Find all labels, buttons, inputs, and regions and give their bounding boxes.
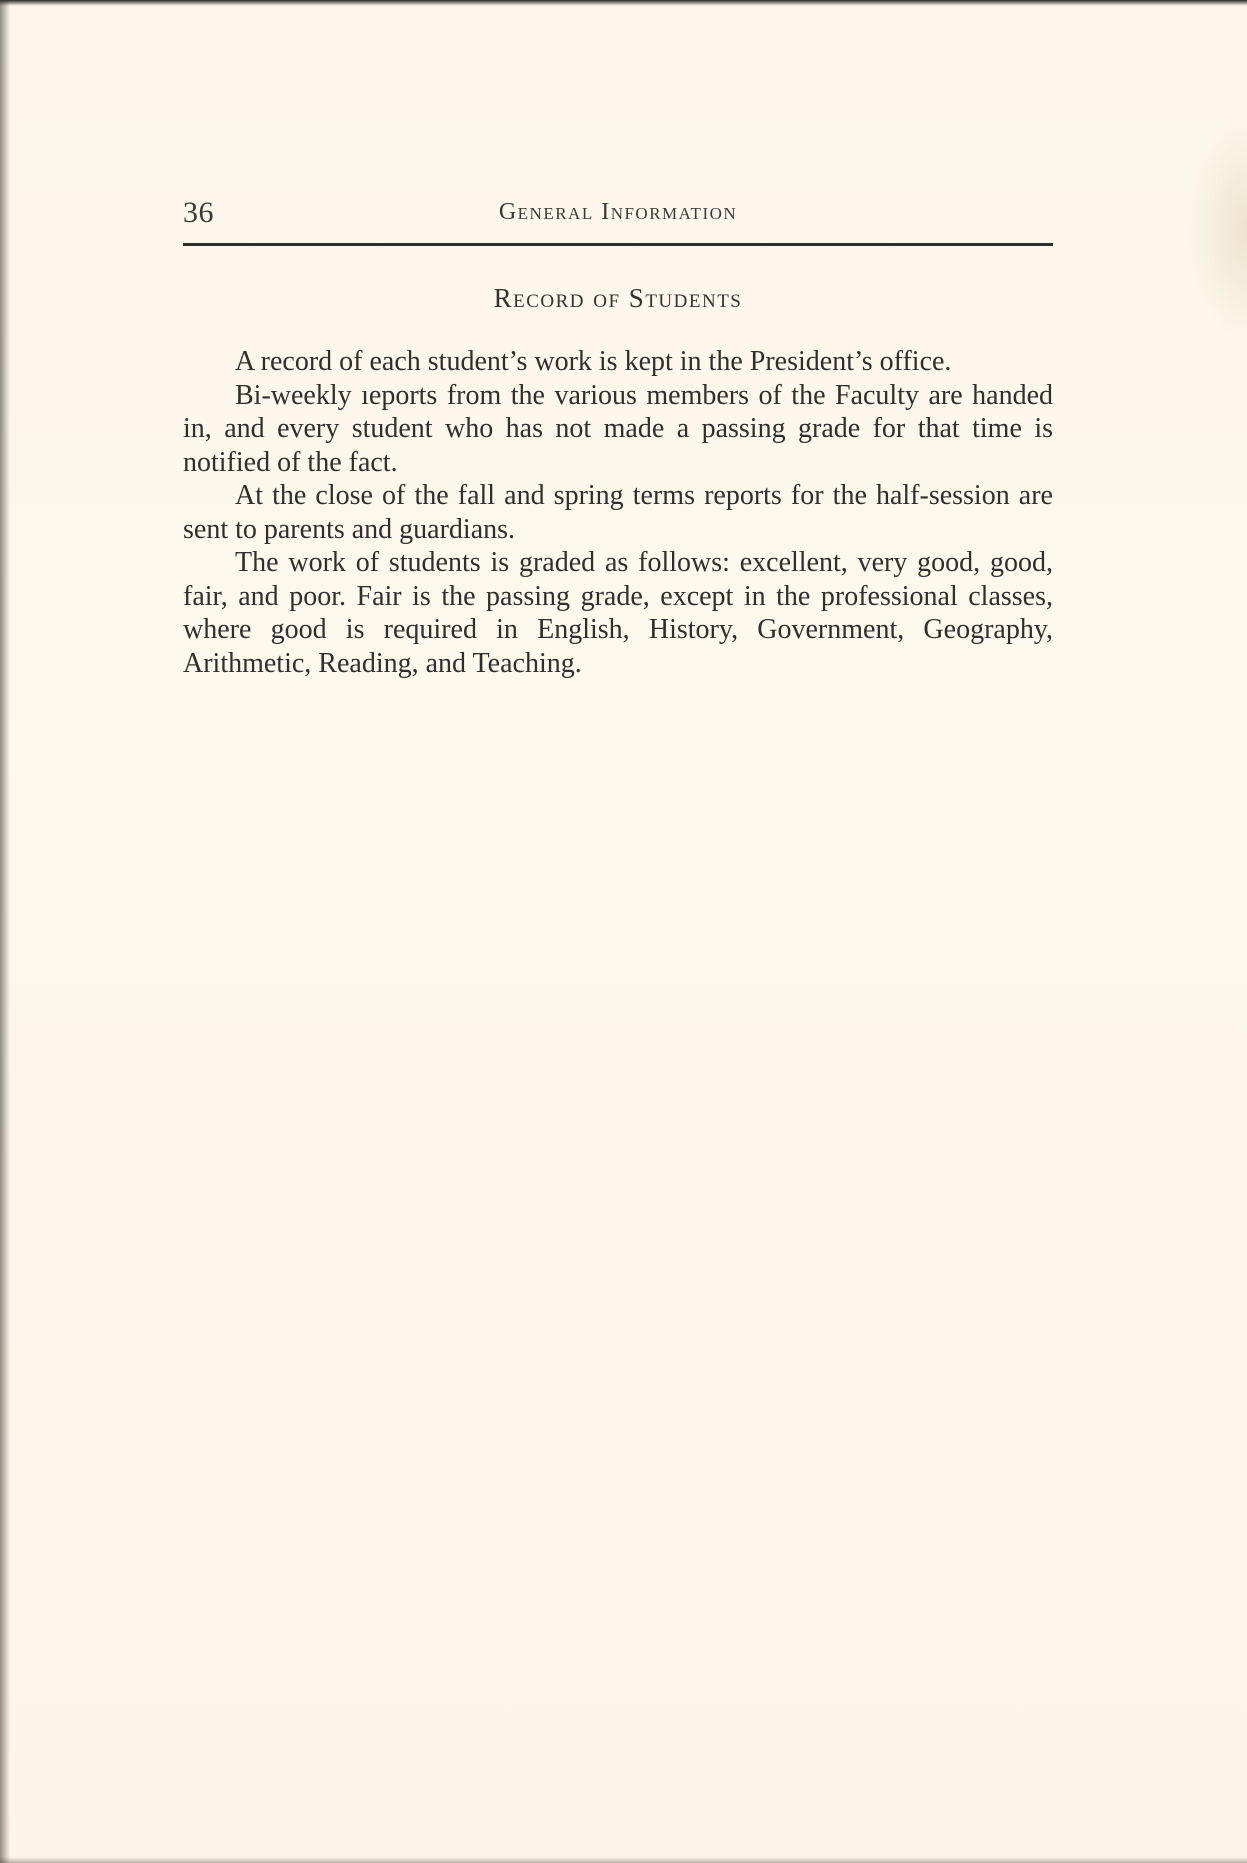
page-number: 36 [183, 196, 214, 229]
scan-edge-left [0, 0, 10, 1863]
paragraph: At the close of the fall and spring terms reports for the half-session are sent to parents and guardians. [183, 480, 1053, 545]
paragraph: A record of each student’s work is kept in the President’s office. [235, 346, 952, 377]
scan-edge-top [0, 0, 1247, 6]
scan-edge-bottom [0, 1857, 1247, 1863]
running-head [183, 196, 1053, 236]
paragraph: Bi-weekly ıeports from the various members of the Faculty are handed in, and every student who has not made a passing grade for that time is notified of the fact. [183, 379, 1053, 478]
section-heading: Record of Students [493, 283, 743, 313]
body-text [183, 345, 1053, 680]
running-title: General Information [498, 199, 738, 225]
paper-stain [1187, 120, 1247, 340]
header-rule [183, 243, 1053, 246]
paragraph: The work of students is graded as follows: excellent, very good, good, fair, and poor. Fair is the passing grade, except in the professional classes, where good is required in English, History, Government, Geography, Arithmetic, Reading, and Teaching. [183, 547, 1053, 679]
